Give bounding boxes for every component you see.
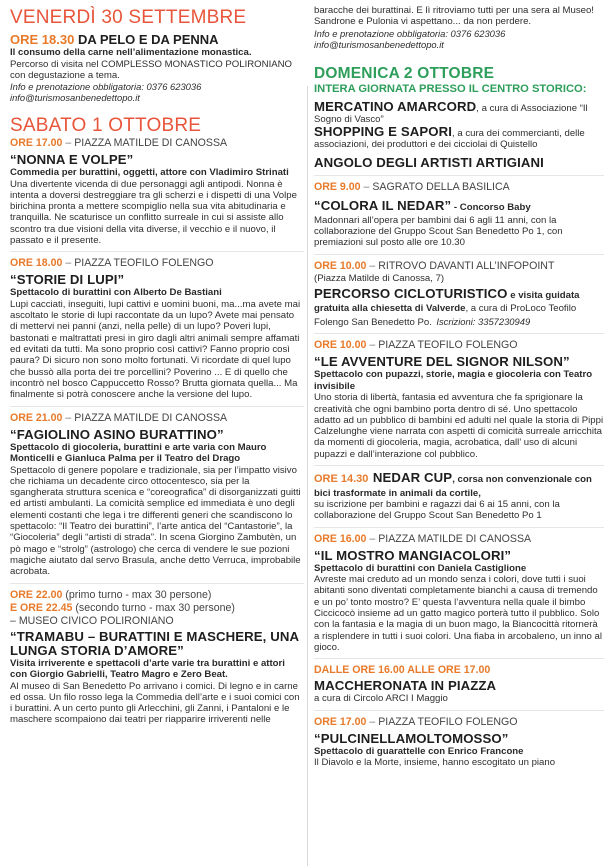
event-body: Spettacolo di genere popolare e tradizionale, sia per l’impatto visivo che richiama un decadente circo ottocentesco, sia per la sgangherata struttura scenica e “coreografica” di disorganizzati guitti ed artisti ambulanti. La comicità semplice ed immediata è uno degli elementi costanti che lega i tre differenti generi che scandiscono lo spettacolo: “Il Teatro dei burattini”, l’arte antica del “Cantastorie”, la “Giocoleria” degli “artisti di strada”. In scena Giorgino Zambutèn, un pò mago e “strolg” (astrologo) che cerca di vendere le sue pozioni magiche aiutato dal servo Brasula, anche detto Verruca, improbabile acrobata. (10, 464, 301, 578)
event-title: “LE AVVENTURE DEL SIGNOR NILSON” (314, 354, 570, 370)
divider (314, 465, 604, 466)
event-title: DA PELO E DA PENNA (77, 32, 219, 47)
event-title-tail: , corsa non convenzionale con bici trasformate in animali da cortile, (314, 474, 592, 499)
event-time-row (10, 602, 304, 615)
event-title-tail: - Concorso Baby (451, 201, 531, 213)
event-subtitle: Visita irriverente e spettacoli d’arte varie tra burattini e attori con Giorgio Gabrielli, Teatro Magro e Zero Beat. (10, 657, 285, 681)
day-heading-venerdi: VENERDÌ 30 SETTEMBRE (10, 7, 247, 28)
event-time-row: ORE 10.00 – RITROVO DAVANTI ALL’INFOPOINT (314, 259, 555, 272)
event-time-row: ORE 18.00 – PIAZZA TEOFILO FOLENGO (10, 257, 214, 270)
divider (314, 527, 604, 528)
event-place: SAGRATO DELLA BASILICA (372, 180, 510, 193)
event-body: Uno storia di libertà, fantasia ed avventura che fa sprigionare la creatività che ogni bambino porta dentro di sé. Uno spettacolo adatto ad un pubblico di bambini ed adulti nel quale la storia di Pippi Calzelunghe viene narrata con aspetti di comicità surreale arricchita da momenti di giocoleria, magia, acrobatica, dall’ uso di alcuni pupazzi e dall’interazione col pubblico. (314, 392, 604, 460)
event-title: PERCORSO CICLOTURISTICO (314, 285, 508, 301)
event-time-row: ORE 21.00 – PIAZZA MATILDE DI CANOSSA (10, 411, 228, 424)
day-heading-sabato: SABATO 1 OTTOBRE (10, 115, 202, 137)
event-time: E ORE 22.45 (10, 601, 73, 614)
left-column (10, 0, 304, 726)
event-time-row: ORE 9.00 – SAGRATO DELLA BASILICA (314, 180, 510, 193)
event-place: – MUSEO CIVICO POLIRONIANO (10, 614, 174, 627)
event-time: ORE 16.00 (314, 532, 367, 545)
event-time-row: ORE 10.00 – PIAZZA TEOFILO FOLENGO (314, 339, 518, 352)
event-body: Il Diavolo e la Morte, insieme, hanno escogitato un piano (314, 757, 556, 769)
event-time: ORE 17.00 (314, 715, 367, 728)
event-time-row: ORE 17.00 – PIAZZA TEOFILO FOLENGO (314, 715, 518, 728)
event-info: Info e prenotazione obbligatoria: 0376 623036 (10, 81, 202, 93)
event-heading (10, 32, 304, 47)
event-title-row (314, 471, 604, 499)
event-time-note: (secondo turno - max 30 persone) (75, 601, 235, 614)
event-time: ORE 18.00 (10, 257, 63, 270)
event-time: ORE 17.00 (10, 137, 63, 150)
day-subheading: INTERA GIORNATA PRESSO IL CENTRO STORICO: (314, 82, 587, 95)
mercatino (314, 100, 604, 126)
event-place: PIAZZA TEOFILO FOLENGO (378, 339, 518, 352)
event-title: NEDAR CUP (372, 470, 453, 486)
event-subtitle: Spettacolo di burattini con Alberto De Bastiani (10, 287, 222, 299)
event-title-row (314, 197, 604, 215)
event-info: Info e prenotazione obbligatoria: 0376 623036 (314, 27, 506, 39)
divider (10, 406, 304, 407)
event-body: Al museo di San Benedetto Po arrivano i comici. Di legno e in carne ed ossa. Un filo rosso lega la Commedia dell’arte e i suoi comici con i burattini. A un certo punto gli Arlecchini, gli Zanni, i Pantaloni e le maschere scompaiono dai teatri per riapparire irriverenti nelle (10, 680, 300, 726)
event-title: “COLORA IL NEDAR” (314, 197, 452, 213)
event-subtitle: Spettacolo di burattini con Daniela Castiglione (314, 562, 527, 574)
event-body: Lupi cacciati, inseguiti, lupi cattivi e uomini buoni, ma...ma avete mai ascoltato le storie di lupi raccontate da un lupo? Avete mai pensato di mettervi nei panni (anzi, nella pelle) di un lupo? Poveri lupi, bastonati e maltrattati presi in giro dagli altri animali sempre affamati ed evitati da tutti. Ma sono proprio così cattivi? Fanno proprio così paura? Di sicuro non sono molto fortunati. Vi ricordate di quel lupo che bussò alla porta dei tre porcellini? Poverino ... E di quello che incontrò nel bosco Cappuccetto Rosso? Brutta giornata quella... Ma finalmente si potrà conoscere anche la versione del lupo. (10, 298, 301, 401)
event-body: Madonnari all’opera per bambini dai 6 agli 11 anni, con la collaborazione del Gruppo Scout San Benedetto Po 1, con premiazioni sul posto alle ore 10.30 (314, 214, 563, 249)
event-time: ORE 9.00 (314, 180, 361, 193)
event-place: RITROVO DAVANTI ALL’INFOPOINT (378, 259, 555, 272)
event-body-continued: baracche dei burattinai. E lì ritroviamo tutti per una sera al Museo! Sandrone e Pulonia vi aspettano... da non perdere. (314, 5, 594, 28)
event-place: PIAZZA TEOFILO FOLENGO (378, 715, 518, 728)
event-email[interactable]: info@turismosanbenedettopo.it (10, 92, 140, 104)
divider (314, 710, 604, 711)
event-title: “PULCINELLAMOLTOMOSSO” (314, 730, 509, 746)
event-title: MACCHERONATA IN PIAZZA (314, 678, 497, 694)
divider (10, 583, 304, 584)
event-title: “IL MOSTRO MANGIACOLORI” (314, 547, 512, 563)
event-time-row: ORE 17.00 – PIAZZA MATILDE DI CANOSSA (10, 137, 228, 150)
event-email[interactable]: info@turismosanbenedettopo.it (314, 38, 444, 50)
divider (10, 251, 304, 252)
event-time-note: (primo turno - max 30 persone) (65, 588, 212, 601)
event-title-row (314, 287, 604, 328)
mercatino-title: MERCATINO AMARCORD (314, 98, 477, 114)
event-place: PIAZZA MATILDE DI CANOSSA (74, 411, 228, 424)
event-subtitle: Spettacolo di guarattelle con Enrico Francone (314, 745, 524, 757)
shopping (314, 125, 604, 151)
divider (314, 658, 604, 659)
event-body: a cura di Circolo ARCI I Maggio (314, 693, 448, 705)
event-time: ORE 21.00 (10, 411, 63, 424)
event-time: ORE 18.30 (10, 32, 75, 47)
event-title: “NONNA E VOLPE” (10, 152, 134, 168)
event-place-row (10, 615, 304, 628)
event-place: PIAZZA TEOFILO FOLENGO (74, 257, 214, 270)
event-title: “STORIE DI LUPI” (10, 272, 125, 288)
event-time: ORE 10.00 (314, 339, 367, 352)
event-title: “FAGIOLINO ASINO BURATTINO” (10, 426, 224, 442)
event-title: “TRAMABU – BURATTINI E MASCHERE, UNA LUNGA STORIA D’AMORE” (10, 628, 299, 658)
event-body: , a cura di ProLoco Teofilo Folengo San Benedetto Po. (314, 303, 577, 328)
event-subtitle: Spettacolo di giocoleria, burattini e arte varia con Mauro Monticelli e Gianluca Palma per il Teatro del Drago (10, 441, 267, 465)
event-subtitle: Commedia per burattini, oggetti, attore con Vladimiro Strinati (10, 167, 289, 179)
angolo-title: ANGOLO DEGLI ARTISTI ARTIGIANI (314, 154, 544, 170)
divider (314, 254, 604, 255)
column-divider (307, 86, 308, 866)
event-time-row (314, 664, 604, 677)
event-body: Una divertente vicenda di due personaggi agli antipodi. Nonna è intenta a doversi destreggiare tra gli scherzi e i dispetti di una Volpe birichina pronta a mettere scompiglio nella sua vita abitudinaria e tranquilla. Ne scaturisce un conflitto surreale in cui si assiste allo scontro tra due visioni della vita diverse, il vecchio e il nuovo, il passato e il presente. (10, 178, 297, 247)
shopping-title: SHOPPING E SAPORI (314, 124, 452, 140)
event-time: ORE 10.00 (314, 259, 367, 272)
event-time: ORE 14.30 (314, 473, 369, 486)
event-subtitle: Spettacolo con pupazzi, storie, magia e giocoleria con Teatro invisibile (314, 369, 593, 392)
event-time-row: ORE 16.00 – PIAZZA MATILDE DI CANOSSA (314, 532, 532, 545)
divider (314, 175, 604, 176)
event-time: DALLE ORE 16.00 ALLE ORE 17.00 (314, 664, 491, 677)
event-place-detail: (Piazza Matilde di Canossa, 7) (314, 272, 445, 284)
day-heading-domenica: DOMENICA 2 OTTOBRE (314, 64, 495, 82)
event-time: ORE 22.00 (10, 588, 63, 601)
event-iscrizioni: Iscrizioni: 3357230949 (436, 315, 531, 327)
right-column (314, 0, 604, 768)
event-place: PIAZZA MATILDE DI CANOSSA (74, 137, 228, 150)
event-body: Avreste mai creduto ad un mondo senza i colori, dove tutti i suoi abitanti sono diventati completamente bianchi a causa di tremendo e un po’ tonto mostro? E’ questa l’avventura nella quale il bimbo Ciccicocò insieme ad un gatto magico porterà tutto il pubblico. Solo con la fantasia e la magia di un buon mago, la Biancocittà ritornerà a risplendere in tutti i suoi colori. Una fiaba in arcobaleno, un inno al gioco. (314, 574, 602, 653)
event-place: PIAZZA MATILDE DI CANOSSA (378, 532, 532, 545)
event-time-row (10, 589, 304, 602)
event-body: Percorso di visita nel COMPLESSO MONASTICO POLIRONIANO con degustazione a tema. (10, 58, 293, 81)
shopping-text: , a cura dei commercianti, delle associazioni, dei produttori e dei cicciolai di Quistello (314, 128, 585, 151)
mercatino-text: , a cura di Associazione “Il Sogno di Vasco” (314, 102, 588, 125)
event-subtitle: Il consumo della carne nell’alimentazione monastica. (10, 47, 252, 58)
event-body: su iscrizione per bambini e ragazzi dai 6 ai 15 anni, con la collaborazione del Gruppo Scout San Benedetto Po 1 (314, 499, 560, 522)
divider (314, 333, 604, 334)
event-title-tail: e visita guidata gratuita alla chiesetta di Valverde (314, 289, 580, 315)
